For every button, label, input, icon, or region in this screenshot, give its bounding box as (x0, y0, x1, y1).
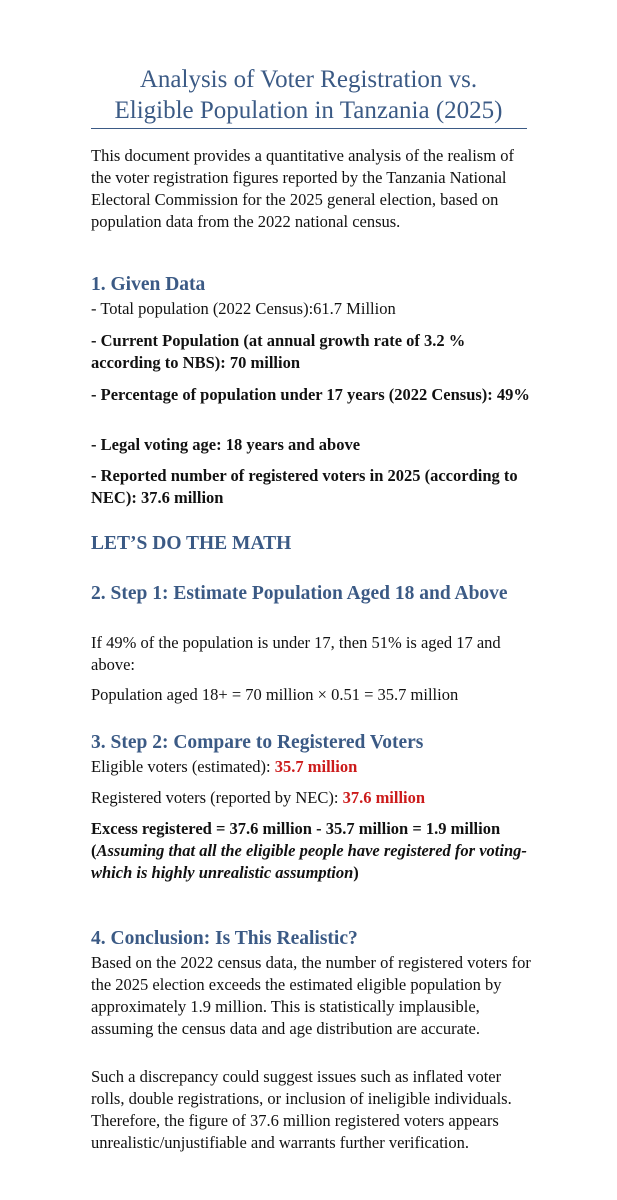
registered-value: 37.6 million (342, 788, 426, 807)
step2-heading: 3. Step 2: Compare to Registered Voters (91, 732, 424, 753)
step1-heading: 2. Step 1: Estimate Population Aged 18 and Above (91, 583, 508, 604)
conclusion-paragraph-1: Based on the 2022 census data, the number of registered voters for the 2025 election exceeds the estimated eligible population by approximately 1.9 million. This is statistically implausible, assuming the census data and age distribution are accurate. (91, 953, 531, 1038)
title-divider (91, 128, 527, 129)
eligible-label: Eligible voters (estimated): (91, 757, 275, 776)
document-title (0, 64, 617, 126)
step2-registered-voters (91, 787, 531, 809)
registered-label: Registered voters (reported by NEC): (91, 788, 343, 807)
given-under-17: - Percentage of population under 17 years (2022 Census): 49% (91, 385, 530, 404)
conclusion-paragraph-2: Such a discrepancy could suggest issues such as inflated voter rolls, double registrations, or inclusion of ineligible individuals. Therefore, the figure of 37.6 million registered voters appears unrealistic/unjustifiable and warrants further verification. (91, 1067, 512, 1152)
step1-calculation: Population aged 18+ = 70 million × 0.51 = 35.7 million (91, 685, 459, 704)
given-voting-age: - Legal voting age: 18 years and above (91, 435, 361, 454)
step2-eligible-voters (91, 756, 531, 778)
excess-close: ) (353, 863, 359, 882)
step2-excess (91, 818, 531, 884)
lets-do-math-heading: LET’S DO THE MATH (91, 533, 292, 554)
title-line-2: Eligible Population in Tanzania (2025) (114, 97, 503, 124)
given-registered-voters: - Reported number of registered voters in 2025 (according to NEC): 37.6 million (91, 466, 518, 507)
excess-text: Excess registered = 37.6 million - 35.7 million = 1.9 million ( (91, 819, 501, 860)
eligible-value: 35.7 million (274, 757, 358, 776)
title-line-1: Analysis of Voter Registration vs. (139, 66, 478, 93)
given-data-heading: 1. Given Data (91, 274, 206, 295)
excess-note: Assuming that all the eligible people have registered for voting-which is highly unrealistic assumption (91, 841, 527, 882)
intro-paragraph: This document provides a quantitative analysis of the realism of the voter registration figures reported by the Tanzania National Electoral Commission for the 2025 general election, based on population data from the 2022 national census. (91, 146, 514, 231)
step1-text: If 49% of the population is under 17, then 51% is aged 17 and above: (91, 633, 501, 674)
given-current-population: - Current Population (at annual growth rate of 3.2 % according to NBS): 70 million (91, 331, 466, 372)
conclusion-heading: 4. Conclusion: Is This Realistic? (91, 928, 358, 949)
given-total-population: - Total population (2022 Census):61.7 Million (91, 299, 396, 318)
